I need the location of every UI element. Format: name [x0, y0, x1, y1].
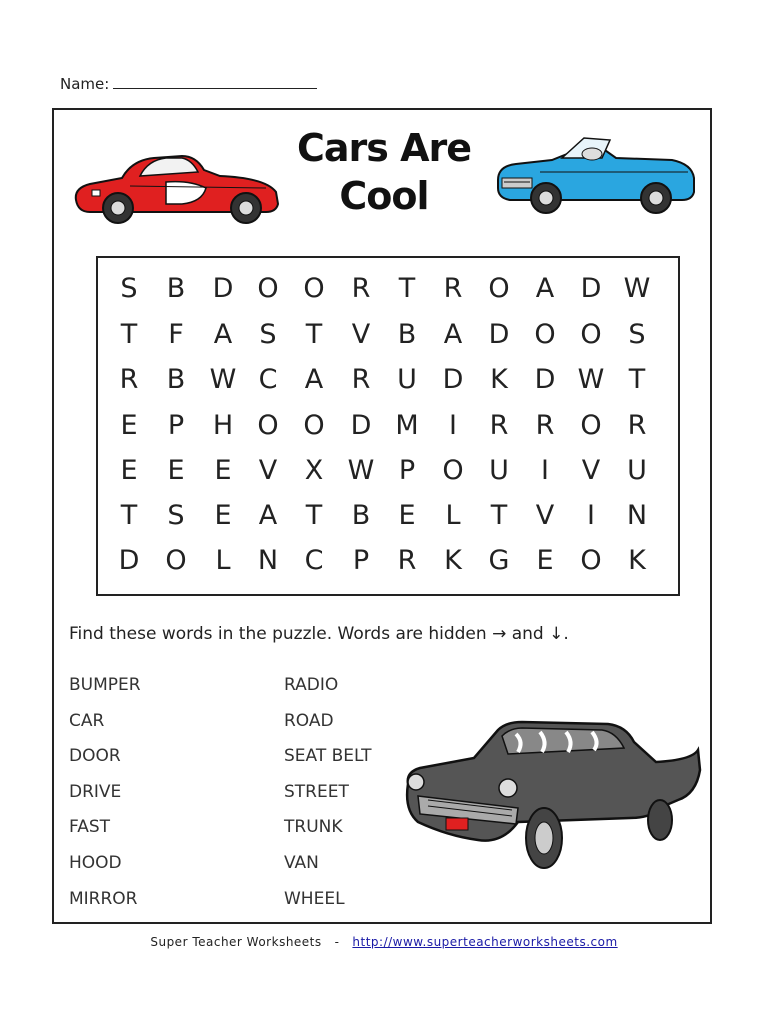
grid-row	[98, 538, 678, 583]
word-list-item: STREET	[284, 781, 349, 802]
word-list-item: ROAD	[284, 710, 334, 731]
grid-letter[interactable]: W	[209, 364, 237, 395]
footer	[0, 935, 768, 949]
grid-letter[interactable]: D	[534, 364, 556, 395]
footer-separator: -	[334, 935, 340, 949]
word-list-item: MIRROR	[69, 888, 138, 909]
grid-letter[interactable]: G	[488, 545, 510, 576]
grid-letter[interactable]: U	[397, 364, 417, 395]
grid-letter[interactable]: N	[257, 545, 279, 576]
grid-letter[interactable]: O	[580, 545, 602, 576]
grid-letter[interactable]: O	[580, 319, 602, 350]
grid-letter[interactable]: O	[580, 410, 602, 441]
grid-letter[interactable]: M	[395, 410, 419, 441]
word-list-item: BUMPER	[69, 675, 141, 695]
grid-letter[interactable]: E	[167, 455, 185, 486]
grid-letter[interactable]: S	[628, 319, 646, 350]
grid-letter[interactable]: V	[258, 455, 278, 486]
grid-letter[interactable]: O	[303, 410, 325, 441]
red-car-illustration	[70, 142, 282, 228]
grid-row	[98, 403, 678, 448]
grid-letter[interactable]: O	[442, 455, 464, 486]
grid-letter[interactable]: E	[214, 500, 232, 531]
grid-letter[interactable]: W	[623, 273, 651, 304]
grid-letter[interactable]: V	[581, 455, 601, 486]
grid-letter[interactable]: W	[347, 455, 375, 486]
grid-letter[interactable]: F	[168, 319, 184, 350]
word-list-item: CAR	[69, 710, 105, 731]
grid-letter[interactable]: E	[120, 455, 138, 486]
word-list-item: DRIVE	[69, 781, 122, 802]
grid-letter[interactable]: I	[587, 500, 595, 531]
grid-letter[interactable]: V	[351, 319, 371, 350]
grid-letter[interactable]: H	[212, 410, 234, 441]
grid-letter[interactable]: I	[449, 410, 457, 441]
word-list-item: TRUNK	[284, 817, 343, 838]
blue-car-illustration	[492, 128, 698, 218]
grid-letter[interactable]: B	[166, 364, 186, 395]
grid-letter[interactable]: I	[541, 455, 549, 486]
grid-letter[interactable]: O	[257, 273, 279, 304]
grid-row	[98, 312, 678, 357]
word-list-item: SEAT BELT	[284, 746, 372, 767]
grid-letter[interactable]: O	[165, 545, 187, 576]
grid-letter[interactable]: T	[628, 364, 646, 395]
grid-letter[interactable]: O	[488, 273, 510, 304]
page-title	[270, 124, 498, 220]
grid-letter[interactable]: E	[120, 410, 138, 441]
grid-letter[interactable]: E	[398, 500, 416, 531]
grid-letter[interactable]: C	[258, 364, 278, 395]
grid-letter[interactable]: O	[303, 273, 325, 304]
grid-letter[interactable]: P	[167, 410, 185, 441]
grid-letter[interactable]: E	[536, 545, 554, 576]
grid-letter[interactable]: K	[490, 364, 508, 395]
instructions-text: Find these words in the puzzle. Words are hidden → and ↓.	[69, 624, 569, 644]
black-car-illustration	[398, 714, 704, 878]
grid-letter[interactable]: B	[397, 319, 417, 350]
grid-letter[interactable]: L	[445, 500, 461, 531]
name-label: Name:	[60, 75, 110, 93]
grid-letter[interactable]: R	[443, 273, 463, 304]
footer-brand: Super Teacher Worksheets	[150, 935, 322, 949]
grid-letter[interactable]: T	[305, 319, 323, 350]
word-list-item: DOOR	[69, 746, 121, 767]
grid-letter[interactable]: P	[398, 455, 416, 486]
title-line-1: Cars Are	[296, 126, 472, 170]
grid-letter[interactable]: R	[535, 410, 555, 441]
word-list-item: WHEEL	[284, 888, 345, 909]
grid-letter[interactable]: W	[577, 364, 605, 395]
word-list-item: HOOD	[69, 853, 122, 873]
footer-link[interactable]: http://www.superteacherworksheets.com	[352, 935, 618, 949]
grid-letter[interactable]: O	[534, 319, 556, 350]
grid-letter[interactable]: S	[167, 500, 185, 531]
grid-row	[98, 493, 678, 538]
grid-letter[interactable]: R	[351, 273, 371, 304]
name-line	[60, 74, 317, 93]
grid-letter[interactable]: R	[119, 364, 139, 395]
grid-letter[interactable]: R	[351, 364, 371, 395]
grid-letter[interactable]: A	[443, 319, 463, 350]
grid-row	[98, 266, 678, 311]
grid-letter[interactable]: D	[580, 273, 602, 304]
grid-letter[interactable]: L	[215, 545, 231, 576]
title-line-2: Cool	[339, 174, 429, 218]
grid-letter[interactable]: C	[304, 545, 324, 576]
grid-letter[interactable]: A	[258, 500, 278, 531]
grid-letter[interactable]: U	[489, 455, 509, 486]
grid-letter[interactable]: S	[120, 273, 138, 304]
grid-letter[interactable]: D	[118, 545, 140, 576]
grid-row	[98, 357, 678, 402]
grid-letter[interactable]: E	[214, 455, 232, 486]
word-list-item: RADIO	[284, 675, 339, 695]
word-search-grid	[96, 256, 680, 596]
grid-letter[interactable]: A	[535, 273, 555, 304]
grid-letter[interactable]: T	[490, 500, 508, 531]
word-list-item: VAN	[284, 853, 319, 873]
grid-letter[interactable]: T	[120, 319, 138, 350]
grid-letter[interactable]: V	[535, 500, 555, 531]
grid-letter[interactable]: D	[212, 273, 234, 304]
grid-row	[98, 448, 678, 493]
grid-letter[interactable]: S	[259, 319, 277, 350]
grid-letter[interactable]: U	[627, 455, 647, 486]
grid-letter[interactable]: N	[626, 500, 648, 531]
grid-letter[interactable]: T	[305, 500, 323, 531]
grid-letter[interactable]: B	[351, 500, 371, 531]
grid-letter[interactable]: B	[166, 273, 186, 304]
grid-letter[interactable]: D	[442, 364, 464, 395]
name-blank[interactable]	[113, 74, 317, 89]
grid-letter[interactable]: R	[397, 545, 417, 576]
grid-letter[interactable]: R	[489, 410, 509, 441]
grid-letter[interactable]: K	[444, 545, 462, 576]
grid-letter[interactable]: A	[304, 364, 324, 395]
word-list-item: FAST	[69, 817, 111, 838]
grid-letter[interactable]: P	[352, 545, 370, 576]
grid-letter[interactable]: A	[213, 319, 233, 350]
grid-letter[interactable]: T	[120, 500, 138, 531]
grid-letter[interactable]: O	[257, 410, 279, 441]
grid-letter[interactable]: K	[628, 545, 646, 576]
grid-letter[interactable]: D	[350, 410, 372, 441]
grid-letter[interactable]: X	[304, 455, 324, 486]
grid-letter[interactable]: R	[627, 410, 647, 441]
grid-letter[interactable]: D	[488, 319, 510, 350]
grid-letter[interactable]: T	[398, 273, 416, 304]
